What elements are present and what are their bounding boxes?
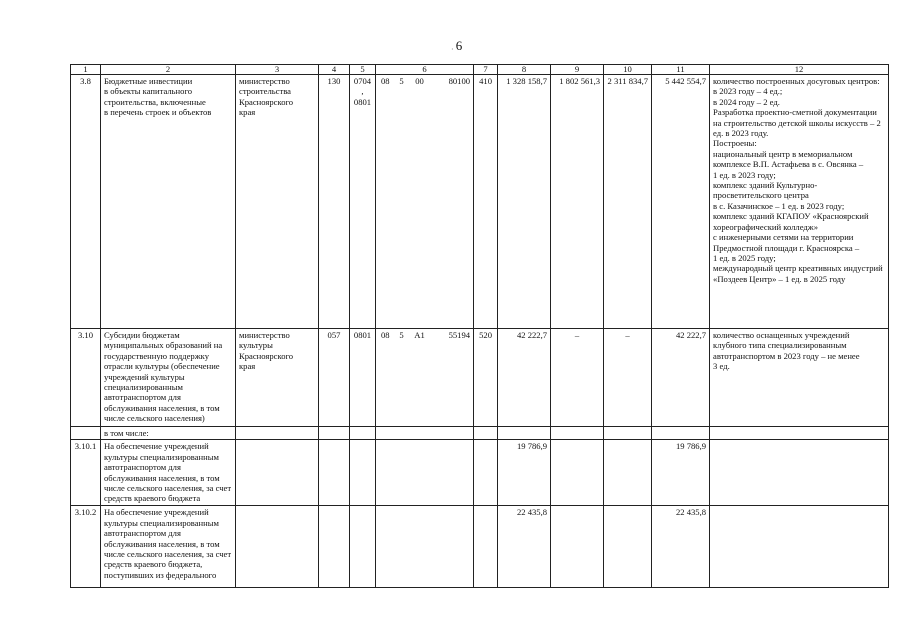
row-2025 (604, 440, 652, 506)
row-2023: 42 222,7 (498, 329, 551, 427)
column-number-row (71, 65, 889, 75)
row-csr-subprogram: 5 (395, 75, 409, 329)
table-row (71, 75, 889, 329)
row-rzpr: 0801 (350, 329, 376, 427)
row-number: 3.10.1 (71, 440, 101, 506)
col-header: 5 (350, 65, 376, 75)
row-executor (236, 440, 319, 506)
row-grbs (319, 506, 350, 588)
table-row (71, 506, 889, 588)
col-header: 12 (710, 65, 889, 75)
table-row (71, 440, 889, 506)
row-executor (236, 506, 319, 588)
row-csr-subprogram (395, 506, 409, 588)
row-csr-code (409, 440, 431, 506)
row-csr-direction: 80100 (431, 75, 474, 329)
col-header: 1 (71, 65, 101, 75)
row-csr-subprogram (395, 427, 409, 440)
row-csr-program: 08 (376, 75, 395, 329)
row-total: 22 435,8 (652, 506, 710, 588)
row-rzpr: 0704, 0801 (350, 75, 376, 329)
row-grbs (319, 440, 350, 506)
row-total: 42 222,7 (652, 329, 710, 427)
row-vr (474, 427, 498, 440)
row-executor: министерство культуры Красноярского края (236, 329, 319, 427)
row-csr-direction (431, 506, 474, 588)
row-csr-code: 00 (409, 75, 431, 329)
row-vr: 410 (474, 75, 498, 329)
col-header: 8 (498, 65, 551, 75)
row-2023: 19 786,9 (498, 440, 551, 506)
row-csr-program (376, 440, 395, 506)
row-2025 (604, 506, 652, 588)
row-result (710, 427, 889, 440)
row-vr (474, 440, 498, 506)
row-2024: 1 802 561,3 (551, 75, 604, 329)
row-2024 (551, 427, 604, 440)
row-number (71, 427, 101, 440)
row-number: 3.10.2 (71, 506, 101, 588)
row-csr-code (409, 427, 431, 440)
row-2024 (551, 506, 604, 588)
row-2024: – (551, 329, 604, 427)
row-executor: министерство строительства Красноярского края (236, 75, 319, 329)
row-2023: 1 328 158,7 (498, 75, 551, 329)
row-grbs: 130 (319, 75, 350, 329)
row-csr-code (409, 506, 431, 588)
scan-dot: · (451, 45, 454, 54)
col-header: 2 (101, 65, 236, 75)
row-result (710, 440, 889, 506)
row-name: в том числе: (101, 427, 236, 440)
row-csr-direction (431, 440, 474, 506)
row-result: количество построенных досуговых центров: в 2023 году – 4 ед.; в 2024 году – 2 ед. Разработка проектно-сметной документации на строительство детской школы искусств – 2 ед. в 2023 году. Построены: национальный центр в мемориальном комплексе В.П. Астафьева в с. Овсянка – 1 ед. в 2023 году; комплекс зданий Культурно-просветительского центра в с. Казачинское – 1 ед. в 2023 году; комплекс зданий КГАПОУ «Красноярский хореографический колледж» с инженерными сетями на территории Предмостной площади г. Красноярска – 1 ед. в 2025 году; международный центр креативных индустрий «Поздеев Центр» – 1 ед. в 2025 году (710, 75, 889, 329)
row-result: количество оснащенных учреждений клубного типа специализированным автотранспортом в 2023 году – не менее 3 ед. (710, 329, 889, 427)
budget-table (70, 64, 889, 588)
table-row (71, 427, 889, 440)
col-header: 7 (474, 65, 498, 75)
row-number: 3.10 (71, 329, 101, 427)
row-2023 (498, 427, 551, 440)
row-vr (474, 506, 498, 588)
col-header: 10 (604, 65, 652, 75)
row-total (652, 427, 710, 440)
row-vr: 520 (474, 329, 498, 427)
row-csr-code: А1 (409, 329, 431, 427)
row-rzpr (350, 440, 376, 506)
row-2024 (551, 440, 604, 506)
row-2023: 22 435,8 (498, 506, 551, 588)
col-header: 9 (551, 65, 604, 75)
row-rzpr (350, 506, 376, 588)
row-csr-program: 08 (376, 329, 395, 427)
row-name: Субсидии бюджетам муниципальных образований на государственную поддержку отрасли культуры (обеспечение учреждений культуры специализированным автотранспортом для обслуживания населения, в том числе сельского населения) (101, 329, 236, 427)
row-total: 5 442 554,7 (652, 75, 710, 329)
row-csr-subprogram (395, 440, 409, 506)
row-name: На обеспечение учреждений культуры специализированным автотранспортом для обслуживания населения, в том числе сельского населения, за счет средств краевого бюджета, поступивших из федерального (101, 506, 236, 588)
row-2025: 2 311 834,7 (604, 75, 652, 329)
row-name: На обеспечение учреждений культуры специализированным автотранспортом для обслуживания населения, в том числе сельского населения, за счет средств краевого бюджета (101, 440, 236, 506)
row-csr-direction (431, 427, 474, 440)
col-header: 6 (376, 65, 474, 75)
row-2025 (604, 427, 652, 440)
row-csr-direction: 55194 (431, 329, 474, 427)
row-result (710, 506, 889, 588)
col-header: 3 (236, 65, 319, 75)
row-total: 19 786,9 (652, 440, 710, 506)
col-header: 4 (319, 65, 350, 75)
row-csr-program (376, 427, 395, 440)
row-csr-subprogram: 5 (395, 329, 409, 427)
row-csr-program (376, 506, 395, 588)
row-executor (236, 427, 319, 440)
row-number: 3.8 (71, 75, 101, 329)
col-header: 11 (652, 65, 710, 75)
row-2025: – (604, 329, 652, 427)
table-row (71, 329, 889, 427)
row-rzpr (350, 427, 376, 440)
row-grbs: 057 (319, 329, 350, 427)
row-name: Бюджетные инвестиции в объекты капитального строительства, включенные в перечень строек и объектов (101, 75, 236, 329)
row-grbs (319, 427, 350, 440)
page-number: 6 (455, 38, 463, 53)
